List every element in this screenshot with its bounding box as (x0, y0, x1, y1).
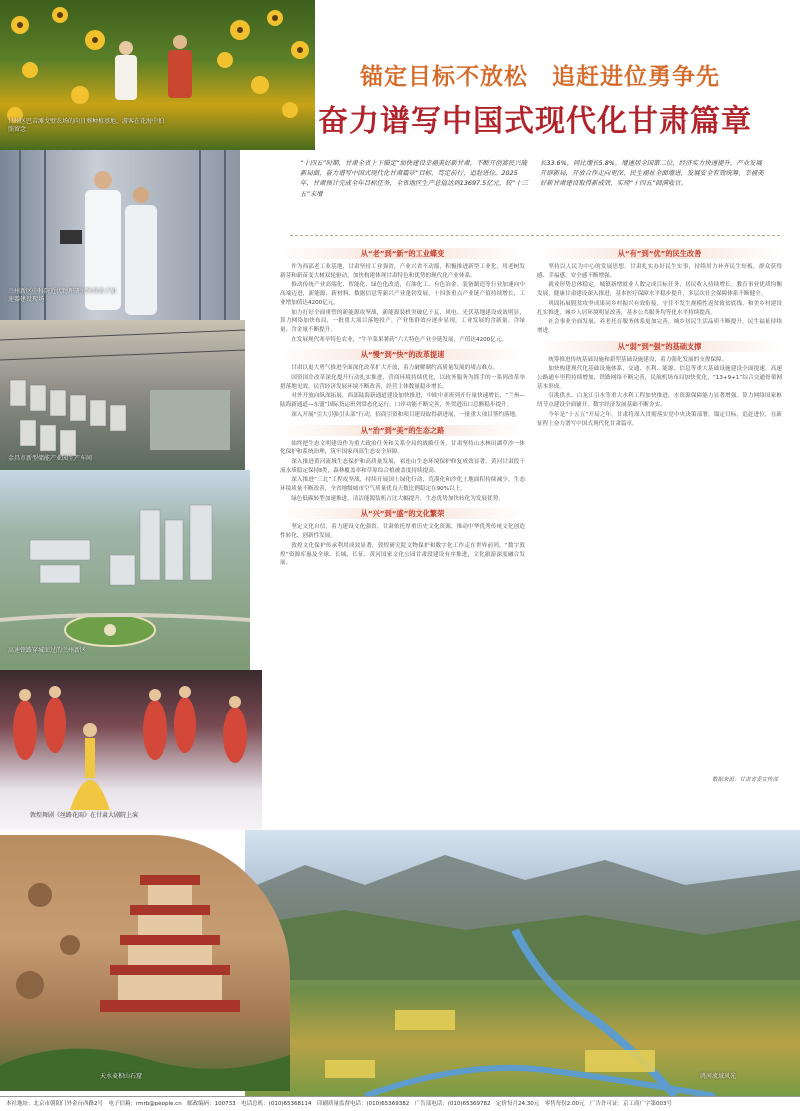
caption-factory: 金昌市新型储能产业园生产车间 (8, 455, 93, 462)
page-title: 奋力谱写中国式现代化甘肃篇章 (318, 104, 752, 139)
section-heading-culture: 从“兴”到“盛”的文化繁荣 (280, 508, 525, 519)
paragraph: 巩固拓展脱贫攻坚成果同乡村振兴有效衔接，守住不发生规模性返贫致贫底线，和美乡村建设扎实推进，城乡人居环境明显改善，基本公共服务均等化水平持续提高。 (537, 300, 782, 316)
section-heading-reform: 从“慢”到“快”的改革提速 (280, 349, 525, 360)
paragraph: 统筹推进传统基础设施和新型基础设施建设，着力强化发展的支撑保障。 (548, 356, 728, 363)
paragraph: 作为西部老工业基地，甘肃坚持工业强省，产业兴省不动摇，积极推进新型工业化，用老树发新芽和新苗变大树双轮驱动，加快构建体现甘肃特色和优势的现代化产业体系。 (280, 264, 525, 279)
paragraph: 就业形势总体稳定，城镇新增就业人数完成目标任务，居民收入持续增长。教育事业优质均衡发展，健康甘肃建设深入推进，基本医疗保障水平稳步提升，多层次社会保障体系不断健全。 (537, 282, 782, 298)
paragraph: 始终把生态文明建设作为重大政治任务和关系全局的战略任务，甘肃坚持山水林田湖草沙一体化保护和系统治理，筑牢国家西部生态安全屏障。 (280, 440, 525, 456)
paragraph: 在发展现代寒旱特色农业，“牛羊菜果薯药”六大特色产业全链发展，产值达4200亿元。 (291, 336, 508, 343)
paragraph: 今年是“十五五”开局之年。甘肃将深入贯彻落实党中央决策部署，锚定目标，追赶进位，在新征程上奋力谱写中国式现代化甘肃篇章。 (537, 411, 782, 427)
paragraph: 加力打好全面重塑的新能源攻坚战，新能源装机突破亿千瓦，风电、光伏基地建设成效明显，算力网络加快布局，一批重大项目落地投产，产业集群效应逐步显现，工业发展的含新量、含绿量、含金量不断提升。 (280, 309, 525, 333)
landscape-photo (245, 830, 800, 1096)
paragraph: 绿色低碳转型加速推进，清洁能源装机占比大幅提升，生态优势加快转化为发展优势。 (291, 495, 504, 502)
paragraph: 甘肃以更大勇气推进全面深化改革扩大开放，着力破解制约高质量发展的堵点难点。 (291, 365, 499, 372)
lead-left: “十四五”时期，甘肃全省上下锚定“加快建设幸福美好新甘肃，不断开创富民兴陇新局面，奋力谱写中国式现代化甘肃篇章”目标，笃定前行，追赶进位。2025年，甘肃预计完成全年目标任务，全省地区生产总值达到13697.5亿元，较“十三五”末增 (300, 159, 528, 198)
paragraph: 推动传统产业高端化、智能化、绿色化改造，石油化工、有色冶金、装备制造等行业加速向中高端迈进，新能源、新材料、数据信息等新兴产业蓬勃发展，十四条重点产业链产值持续增长，工业增加值达4200亿元。 (280, 282, 525, 306)
paragraph: 国资国企改革深化提升行动扎实推进，营商环境持续优化，以政务服务为抓手的一系列改革举措落地见效，民营经济发展环境不断改善，经营主体数量稳步增长。 (280, 375, 525, 390)
section-heading-infrastructure: 从“弱”到“强”的基础支撑 (537, 341, 782, 352)
paragraph: 对外开放向纵深拓展，西部陆海新通道建设加快推进，中欧中亚班列开行量快速增长，“兰州—陆海新通道—东盟”国际货运班列常态化运行，口岸功能不断完善，外贸进出口总额稳步提升。 (280, 393, 525, 409)
paragraph: 加快构建现代化基础设施体系，交通、水利、能源、信息等重大基础设施建设全面提速，高速公路通车里程持续增加，铁路网络不断完善，民航机场布局加快优化，“13+9+1”综合交通骨架网基本形成。 (537, 366, 782, 390)
paragraph: 深入推进“三北”工程攻坚战，持续开展国土绿化行动，荒漠化和沙化土地面积持续减少，生态环境质量不断改善，全省地级城市空气质量优良天数比例稳定在90%以上。 (280, 477, 525, 493)
data-source-byline: 数据来源：甘肃省委宣传部 (711, 777, 778, 783)
section-heading-livelihood: 从“有”到“优”的民生改善 (537, 248, 782, 259)
temple-graphic (0, 835, 290, 1091)
body-column-right (537, 243, 782, 429)
maijishan-grotto-photo (0, 835, 290, 1091)
caption-sunflower: 甘州区巴吉滩戈壁农场的向日葵种植基地，游客在花海中拍照留念 (8, 118, 165, 133)
subheadline: 锚定目标不放松 追赶进位勇争先 (360, 63, 720, 90)
factory-photo (0, 320, 245, 470)
dance-photo (0, 670, 262, 830)
valley-graphic (245, 830, 800, 1096)
factory-graphic (0, 320, 245, 470)
caption-lab: 兰州新区中科院近代物理研究所重离子加速器建设现场 (8, 288, 117, 303)
paragraph: 社会事业全面发展，养老托育服务体系更加完善，城乡居民生活品质不断提升，民生福祉持续增进。 (537, 319, 782, 334)
caption-grotto: 天水麦积山石窟 (100, 1073, 143, 1080)
paragraph: 深入开展“引大引强引头部”行动，招商引资和项目建设取得新进展，一批重大项目签约落地。 (291, 411, 521, 418)
caption-city: 高速铁路穿城而过的兰州新区 (8, 647, 87, 654)
dancers-graphic (0, 670, 262, 830)
city-graphic (0, 470, 250, 670)
city-aerial-photo (0, 470, 250, 670)
section-heading-industry: 从“老”到“新”的工业蝶变 (280, 248, 525, 259)
lead-right: 长33.6%，同比增长5.8%，增速居全国第二位，经济实力快速提升，产业发展开辟新局，开放合作走向更深，民生福祉全面增进，发展安全有效统筹，幸福美好新甘肃建设取得新成效，实现“十四五”圆满收官。 (540, 159, 764, 188)
newspaper-footer: 本社地址：北京市朝阳门外金台西路2号 电子信箱：rmrb@people.cn 邮政编码：100733 电话总机：(010)65368114 印刷质量监督电话：(010)65369382 广告部电话：(010)65369782 定价每月24.30元 零售每份2.00元 广告许可证：京工商广字第003号 (0, 1096, 800, 1111)
paragraph: 坚定文化自信，着力建设文化强省，甘肃依托厚重历史文化资源，推动中华优秀传统文化创造性转化、创新性发展。 (280, 524, 525, 540)
caption-dance: 敦煌舞剧《丝路花雨》在甘肃大剧院上演 (30, 812, 139, 819)
body-column-left (280, 243, 525, 569)
paragraph: 引洮供水、白龙江引水等重大水利工程加快推进，水资源保障能力显著增强。算力网络国家枢纽节点建设全面铺开，数字经济发展基础不断夯实。 (537, 393, 782, 409)
caption-landscape: 洮河流域风光 (700, 1073, 737, 1080)
divider (290, 235, 780, 236)
paragraph: 敦煌文化保护传承利用成效显著，敦煌研究院文物保护和数字化工作走在世界前列，“数字敦煌”资源库惠及全球。长城、长征、黄河国家文化公园甘肃段建设有序推进，文化旅游深度融合发展。 (280, 542, 525, 567)
paragraph: 坚持以人民为中心的发展思想，甘肃扎实办好民生实事，持续用力补齐民生短板，群众获得感、幸福感、安全感不断增强。 (537, 264, 782, 279)
section-heading-ecology: 从“治”到“美”的生态之路 (280, 425, 525, 436)
paragraph: 深入推进黄河流域生态保护和高质量发展，祁连山生态环境保护修复成效显著，黄河甘肃段干流水质稳定保持Ⅱ类，森林覆盖率和草原综合植被盖度持续提高。 (280, 458, 525, 474)
